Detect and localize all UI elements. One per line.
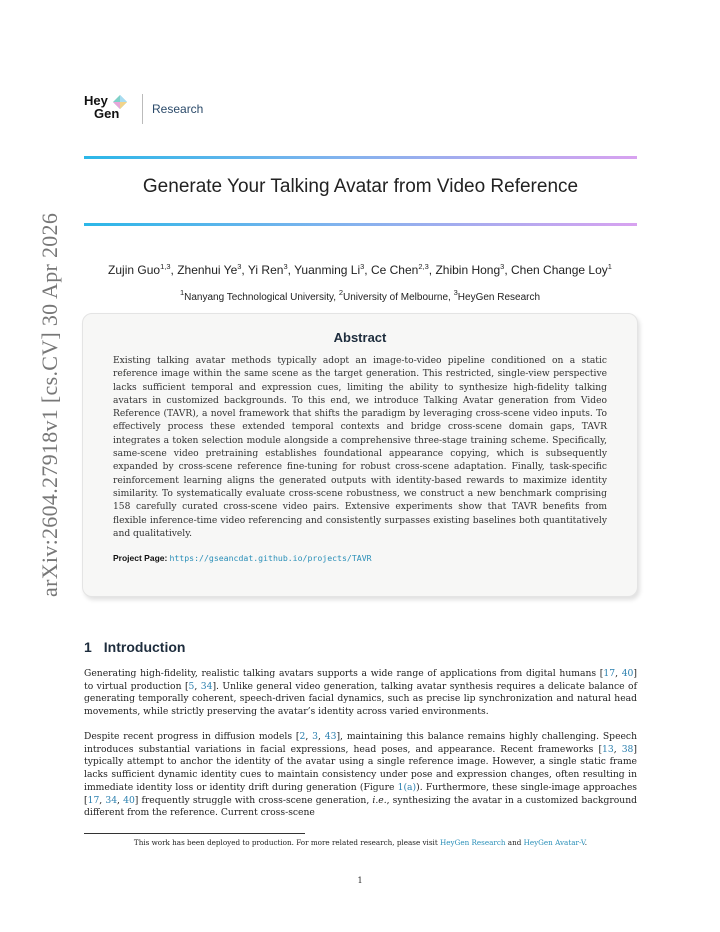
citation-link[interactable]: 34 (200, 680, 213, 692)
section-number: 1 (84, 639, 92, 655)
project-page-link[interactable]: https://gseancdat.github.io/projects/TAVR (169, 553, 372, 564)
heygen-gem-icon (113, 95, 127, 109)
logo-divider (142, 94, 143, 124)
title-bottom-rule (84, 223, 637, 226)
citation-link[interactable]: 17 (603, 668, 616, 679)
footnote-end: . (584, 838, 588, 847)
citation-link[interactable]: 2 (299, 731, 306, 742)
footnote-rule (84, 833, 305, 834)
citation-link[interactable]: 13 (602, 743, 614, 755)
author-affiliation-mark: 3 (500, 262, 505, 271)
author-name: Zhenhui Ye (177, 263, 238, 277)
citation-link[interactable]: 40 (123, 794, 135, 806)
page-number: 1 (357, 876, 363, 885)
logo-word-gen: Gen (94, 106, 120, 121)
project-page-line (113, 553, 607, 563)
author-name: Yi Ren (247, 263, 284, 277)
footnote (84, 838, 637, 847)
author-affiliation-mark: 3 (237, 262, 242, 271)
citation-link[interactable]: 43 (324, 731, 337, 742)
intro-paragraph-1: Generating high-fidelity, realistic talking avatars supports a wide range of applications from digital humans [17, 40] to virtual production [5, 34]. Unlike general video generation, talking avatar synthesis requires a delicate balance of generating temporally coherent, speech-driven facial dynamics, such as precise lip synchronization and natural head movements, while strictly preserving the avatar’s identity across varied environments. (84, 668, 637, 718)
author-affiliation-mark: 1 (607, 262, 612, 271)
affiliation-name: Nanyang Technological University (184, 292, 334, 303)
logo-research-label: Research (152, 102, 204, 116)
affiliation-list: $^1$Nanyang Technological University, $^2$University of Melbourne, $^3$HeyGen Research (179, 288, 541, 303)
citation-link[interactable]: 38 (621, 743, 634, 755)
section-title: Introduction (103, 639, 186, 655)
project-page-label: Project Page: (113, 553, 168, 564)
logo-word-hey: Hey (84, 93, 108, 108)
paper-title: Generate Your Talking Avatar from Video Reference (142, 176, 579, 197)
author-name: Ce Chen (370, 263, 419, 277)
abstract-box (82, 313, 638, 597)
author-affiliation-mark: 1,3 (160, 262, 171, 271)
title-top-rule (84, 156, 637, 159)
affiliation-number: 1 (179, 288, 185, 297)
heygen-logo-mark (84, 94, 132, 124)
author-name: Zhibin Hong (435, 263, 501, 277)
heygen-research-logo[interactable] (84, 94, 203, 124)
citation-link[interactable]: 40 (621, 668, 634, 679)
citation-link[interactable]: 17 (87, 794, 100, 806)
abstract-heading: Abstract (333, 330, 387, 345)
citation-link[interactable]: 5 (188, 680, 195, 692)
footnote-link-heygen-avatar-v[interactable]: HeyGen Avatar-V (523, 838, 585, 847)
footnote-text: This work has been deployed to production. For more related research, please visit (133, 838, 441, 847)
affiliation-number: 2 (338, 288, 343, 297)
footnote-joiner: and (505, 838, 524, 847)
citation-link[interactable]: 3 (312, 731, 318, 742)
section-heading-introduction (84, 639, 185, 655)
affiliation-name: University of Melbourne (343, 292, 449, 303)
italic-abbreviation: i.e. (372, 794, 387, 806)
abstract-text: Existing talking avatar methods typically adopt an image-to-video pipeline conditioned on a static reference image within the same scene as the target generation. This restricted, single-view perspective lacks sufficient temporal and expression cues, limiting the ability to synthesize high-fidelity talking avatars in customized backgrounds. To this end, we introduce Talking Avatar generation from Video Reference (TAVR), a novel framework that shifts the paradigm by leveraging cross-scene video inputs. To effectively process these extended temporal contexts and bridge cross-scene domain gaps, TAVR integrates a token selection module alongside a comprehensive three-stage training scheme. Specifically, same-scene video pretraining establishes foundational appearance copying, which is subsequently expanded by cross-scene reference fine-tuning for robust cross-scene adaptation. Finally, task-specific reinforcement learning aligns the generated outputs with identity-based rewards to maximize identity similarity. To systematically evaluate cross-scene robustness, we construct a new benchmark comprising 158 carefully curated cross-scene video pairs. Extensive experiments show that TAVR benefits from flexible inference-time video referencing and consistently surpasses existing baselines both quantitatively and qualitatively. (113, 356, 607, 539)
arxiv-identifier-stamp: arXiv:2604.27918v1 [cs.CV] 30 Apr 2026 (37, 212, 62, 597)
citation-link[interactable]: 1(a) (397, 781, 417, 793)
author-name: Chen Change Loy (511, 263, 608, 277)
author-affiliation-mark: 3 (283, 262, 288, 271)
author-affiliation-mark: 3 (360, 262, 365, 271)
author-name: Zujin Guo (108, 263, 161, 277)
author-list: Zujin Guo$^{1,3}$, Zhenhui Ye$^3$, Yi Ren$^3$, Yuanming Li$^3$, Ce Chen$^{2,3}$, Zhibin Hong$^3$, Chen Change Loy$^1$ (108, 262, 612, 277)
affiliation-name: HeyGen Research (457, 292, 541, 303)
footnote-link-heygen-research[interactable]: HeyGen Research (440, 838, 506, 847)
intro-paragraph-2: Despite recent progress in diffusion models [2, 3, 43], maintaining this balance remains highly challenging. Speech introduces substantial variations in facial expressions, head poses, and appearance. Recent frameworks [13, 38] typically attempt to anchor the identity of the avatar using a single reference image. However, a single static frame lacks sufficient dynamic identity cues to maintain consistency under pose and expression changes, often resulting in immediate identity loss or identity drift during generation (Figure 1(a)). Furthermore, these single-image approaches [17, 34, 40] frequently struggle with cross-scene generation, i.e., synthesizing the avatar in a customized background different from the reference. Current cross-scene (84, 731, 638, 819)
author-affiliation-mark: 2,3 (418, 262, 429, 271)
affiliation-number: 3 (453, 288, 458, 297)
citation-link[interactable]: 34 (105, 794, 118, 806)
author-name: Yuanming Li (294, 263, 361, 277)
